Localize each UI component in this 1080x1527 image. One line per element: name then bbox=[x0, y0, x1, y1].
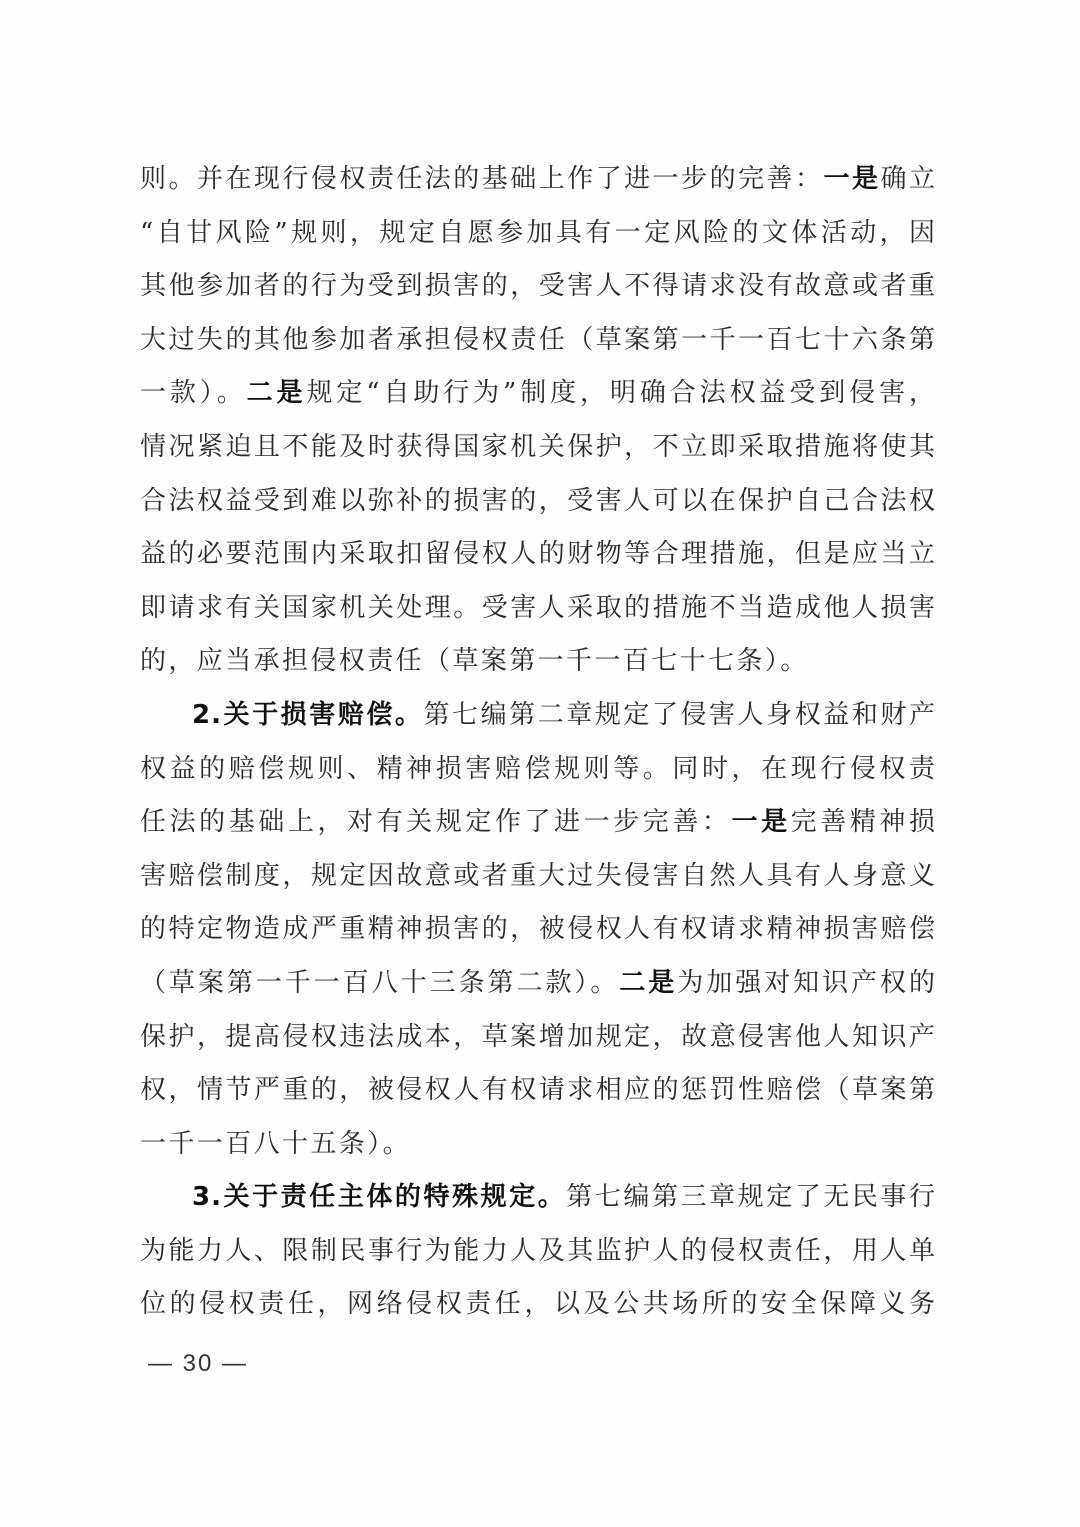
text-line bbox=[140, 153, 936, 207]
text-run: 情况紧迫且不能及时获得国家机关保护，不立即采取措施将使其 bbox=[140, 431, 936, 462]
text-run: 的特定物造成严重精神损害的，被侵权人有权请求精神损害赔偿 bbox=[140, 914, 936, 945]
text-line bbox=[140, 850, 936, 904]
text-run: 的，应当承担侵权责任（草案第一千一百七十七条）。 bbox=[140, 646, 809, 677]
text-run: 则。并在现行侵权责任法的基础上作了进一步的完善： bbox=[140, 164, 824, 194]
text-run: 保护，提高侵权违法成本，草案增加规定，故意侵害他人知识产 bbox=[140, 1021, 936, 1052]
text-run: 规定“自助行为”制度，明确合法权益受到侵害， bbox=[306, 378, 936, 409]
text-line bbox=[140, 314, 936, 368]
text-run: 完善精神损 bbox=[790, 807, 936, 838]
text-line bbox=[140, 743, 936, 797]
page-number: — 30 — bbox=[148, 1350, 249, 1377]
text-run: 大过失的其他参加者承担侵权责任（草案第一千一百七十六条第 bbox=[140, 324, 936, 355]
bold-marker: 二是 bbox=[619, 967, 678, 998]
text-run: 益的必要范围内采取扣留侵权人的财物等合理措施，但是应当立 bbox=[140, 539, 936, 570]
text-line bbox=[140, 1278, 936, 1332]
text-run: 第七编第二章规定了侵害人身权益和财产 bbox=[423, 699, 936, 730]
text-line bbox=[140, 1064, 936, 1118]
text-line bbox=[140, 903, 936, 957]
section-heading: 3.关于责任主体的特殊规定。 bbox=[192, 1182, 567, 1213]
text-line bbox=[140, 367, 936, 421]
text-run: 第七编第三章规定了无民事行 bbox=[566, 1182, 936, 1213]
text-run: 一千一百八十五条）。 bbox=[140, 1128, 412, 1159]
text-line bbox=[140, 260, 936, 314]
text-line bbox=[140, 475, 936, 529]
text-run: 为能力人、限制民事行为能力人及其监护人的侵权责任，用人单 bbox=[140, 1235, 936, 1266]
text-run: 害赔偿制度，规定因故意或者重大过失侵害自然人具有人身意义 bbox=[140, 860, 936, 891]
text-line bbox=[140, 957, 936, 1011]
body-text bbox=[140, 153, 936, 1332]
text-run: 一款）。 bbox=[140, 378, 247, 409]
section-heading-line bbox=[140, 689, 936, 743]
section-heading: 2.关于损害赔偿。 bbox=[192, 699, 424, 730]
text-line bbox=[140, 1011, 936, 1065]
text-run: 权益的赔偿规则、精神损害赔偿规则等。同时，在现行侵权责 bbox=[140, 753, 936, 784]
text-run: 即请求有关国家机关处理。受害人采取的措施不当造成他人损害 bbox=[140, 592, 936, 623]
text-line bbox=[140, 1225, 936, 1279]
text-run: “自甘风险”规则，规定自愿参加具有一定风险的文体活动，因 bbox=[140, 217, 936, 248]
bold-marker: 一是 bbox=[731, 807, 791, 838]
text-run: 确立 bbox=[880, 164, 936, 194]
text-run: 其他参加者的行为受到损害的，受害人不得请求没有故意或者重 bbox=[140, 271, 936, 302]
bold-marker: 二是 bbox=[246, 378, 307, 409]
text-line bbox=[140, 582, 936, 636]
text-line bbox=[140, 1118, 936, 1172]
text-run: （草案第一千一百八十三条第二款）。 bbox=[140, 967, 620, 998]
text-line bbox=[140, 528, 936, 582]
text-line bbox=[140, 207, 936, 261]
text-run: 为加强对知识产权的 bbox=[677, 967, 936, 998]
text-run: 位的侵权责任，网络侵权责任，以及公共场所的安全保障义务 bbox=[140, 1289, 936, 1320]
text-run: 权，情节严重的，被侵权人有权请求相应的惩罚性赔偿（草案第 bbox=[140, 1075, 936, 1106]
section-heading-line bbox=[140, 1171, 936, 1225]
text-line bbox=[140, 796, 936, 850]
text-run: 任法的基础上，对有关规定作了进一步完善： bbox=[140, 807, 732, 838]
text-run: 合法权益受到难以弥补的损害的，受害人可以在保护自己合法权 bbox=[140, 485, 936, 516]
text-line bbox=[140, 635, 936, 689]
text-line bbox=[140, 421, 936, 475]
bold-marker: 一是 bbox=[823, 164, 881, 194]
